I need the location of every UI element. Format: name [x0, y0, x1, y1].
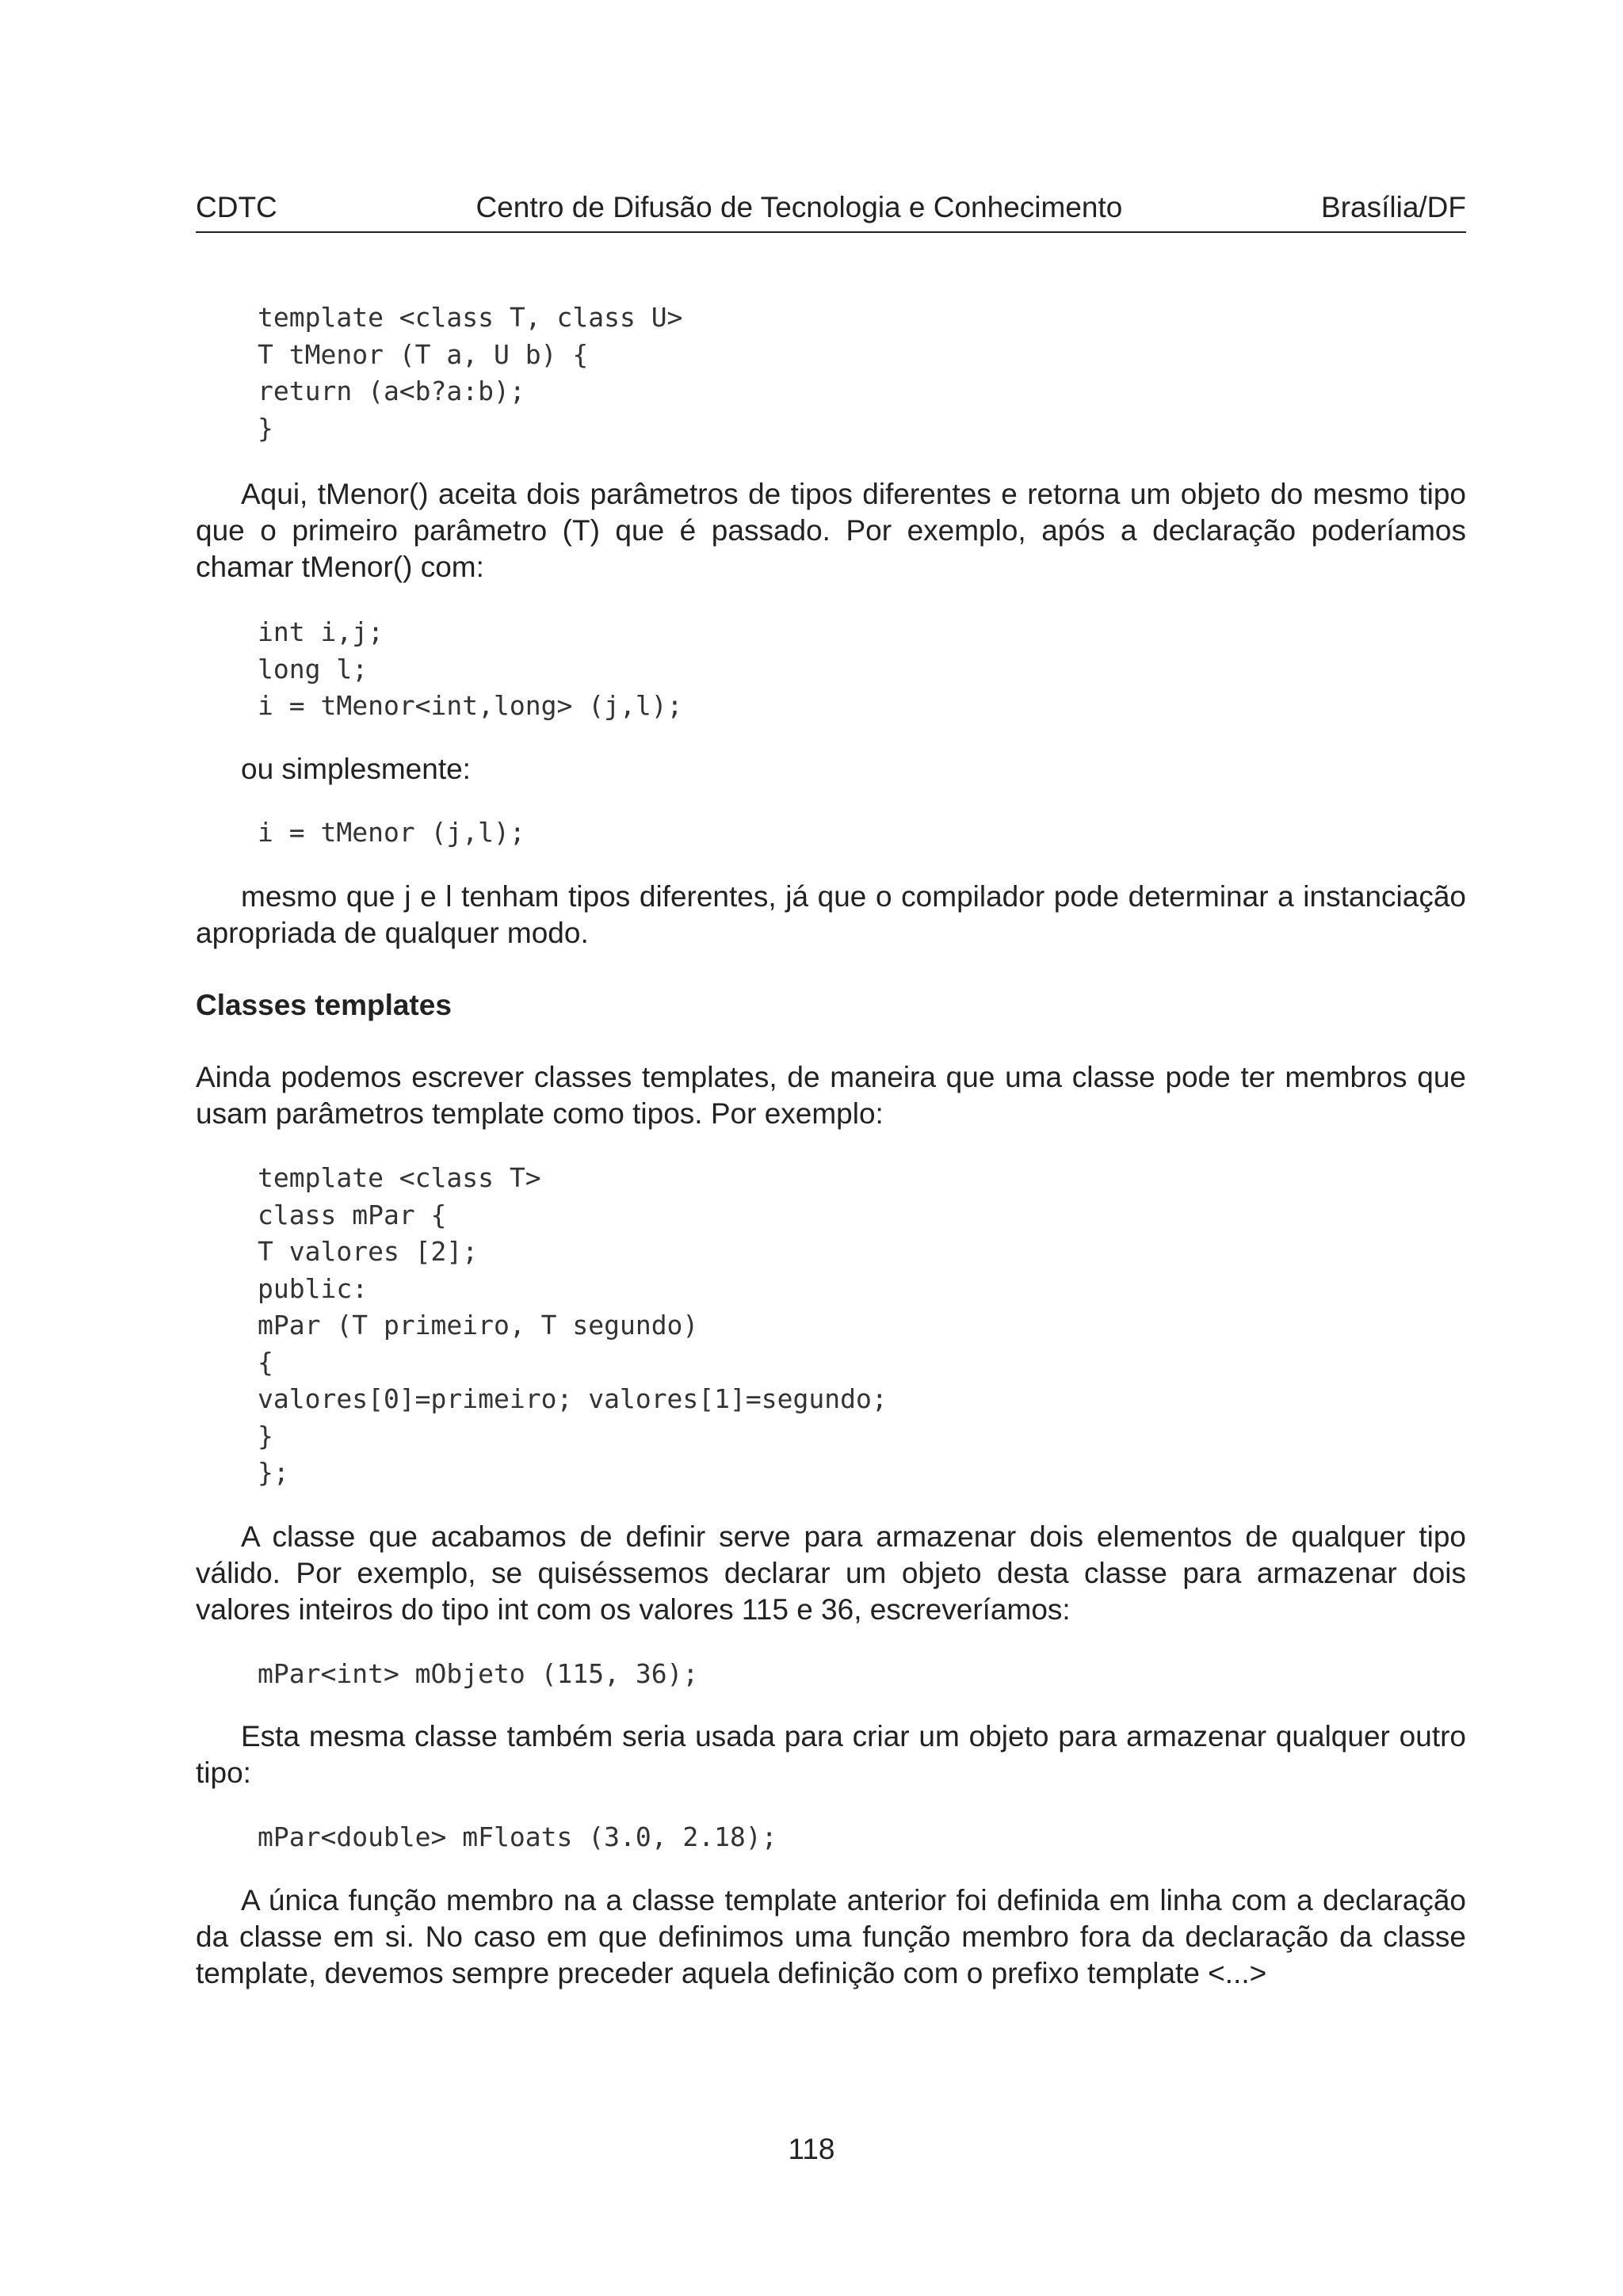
section-heading: Classes templates	[196, 989, 452, 1021]
paragraph-member-function: A única função membro na a classe template anterior foi definida em linha com a declaração da classe em si. No caso em que definimos uma função membro fora da declaração da classe template, devemos sempre preceder aquela definição com o prefixo template <...>	[196, 1883, 1466, 1989]
code-block-implicit-call: i = tMenor (j,l);	[258, 816, 525, 848]
paragraph-instantiation: mesmo que j e l tenham tipos diferentes, já que o compilador pode determinar a instanciação apropriada de qualquer modo.	[196, 880, 1466, 949]
paragraph-class-usage: A classe que acabamos de definir serve para armazenar dois elementos de qualquer tipo válido. Por exemplo, se quiséssemos declarar um objeto desta classe para armazenar dois valores inteiros do tipo int com os valores 115 e 36, escreveríamos:	[196, 1520, 1466, 1626]
code-block-double-object: mPar<double> mFloats (3.0, 2.18);	[258, 1821, 777, 1852]
page-body	[196, 299, 1466, 1992]
paragraph-class-templates-intro: Ainda podemos escrever classes templates, de maneira que uma classe pode ter membros que usam parâmetros template como tipos. Por exemplo:	[196, 1061, 1466, 1130]
header-center: Centro de Difusão de Tecnologia e Conhecimento	[475, 191, 1123, 223]
header-right: Brasília/DF	[1321, 191, 1466, 223]
page-header	[196, 192, 1466, 233]
header-left: CDTC	[196, 191, 277, 223]
code-block-function-template: template <class T, class U> T tMenor (T a, U b) { return (a<b?a:b); }	[258, 302, 683, 444]
paragraph-or-simply: ou simplesmente:	[241, 752, 471, 785]
code-block-class-template: template <class T> class mPar { T valores [2]; public: mPar (T primeiro, T segundo) { valores[0]=primeiro; valores[1]=segundo; } };	[258, 1162, 888, 1488]
paragraph-tmenor-description: Aqui, tMenor() aceita dois parâmetros de tipos diferentes e retorna um objeto do mesmo tipo que o primeiro parâmetro (T) que é passado. Por exemplo, após a declaração poderíamos chamar tMenor() com:	[196, 478, 1466, 583]
code-block-int-object: mPar<int> mObjeto (115, 36);	[258, 1657, 699, 1689]
paragraph-other-type: Esta mesma classe também seria usada para criar um objeto para armazenar qualquer outro tipo:	[196, 1720, 1466, 1789]
page-number: 118	[788, 2133, 835, 2165]
code-block-explicit-call: int i,j; long l; i = tMenor<int,long> (j,l);	[258, 616, 683, 721]
